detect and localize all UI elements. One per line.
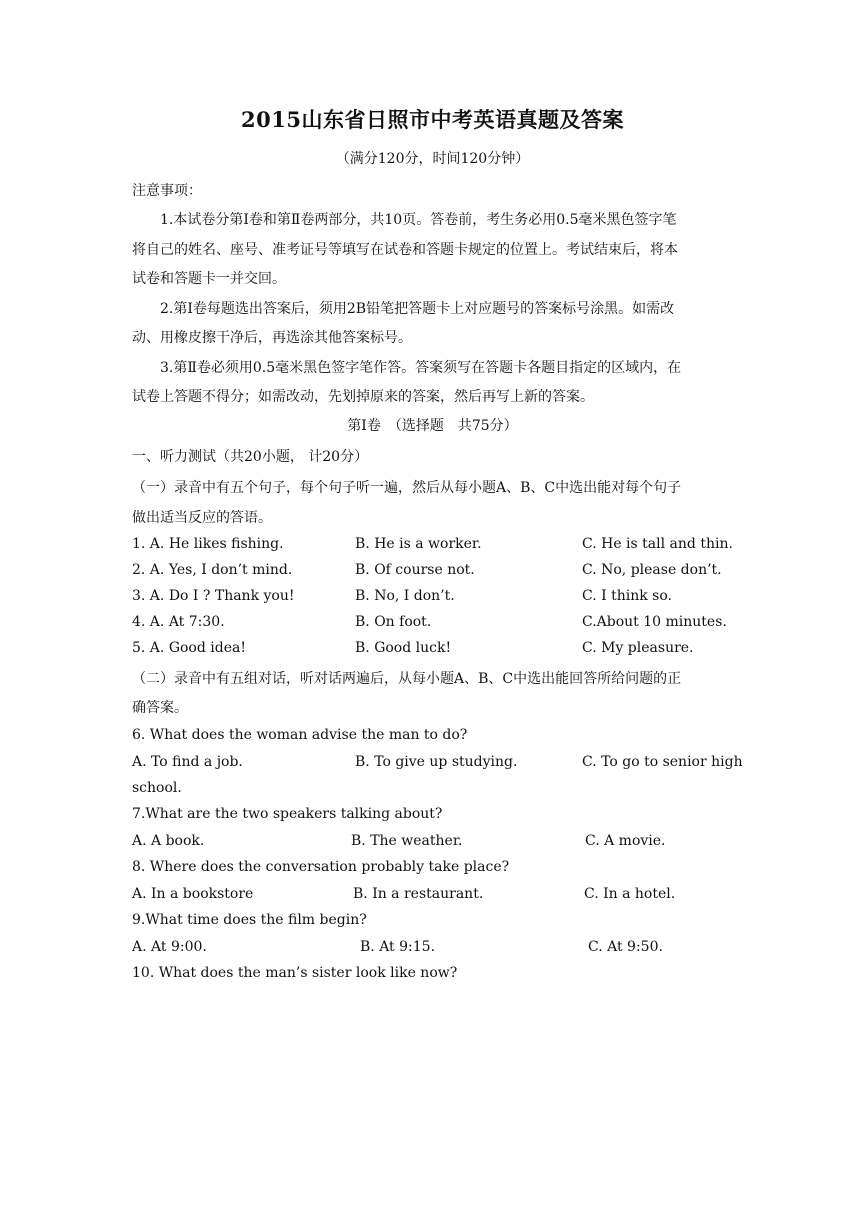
q1-option-a: 1. A. He likes fishing. <box>132 536 284 552</box>
q5-option-b: B. Good luck! <box>355 640 452 656</box>
q8-option-b: B. In a restaurant. <box>353 886 484 902</box>
sub2-instruction-line-1: （二）录音中有五组对话，听对话两遍后，从每小题A、B、C中选出能回答所给问题的正 <box>132 671 682 687</box>
q10-question: 10. What does the man’s sister look like now? <box>132 965 458 981</box>
q1-option-b: B. He is a worker. <box>355 536 482 552</box>
q1-option-c: C. He is tall and thin. <box>582 536 733 552</box>
q6-option-c-continued: school. <box>132 780 182 796</box>
q8-option-c: C. In a hotel. <box>584 886 676 902</box>
q8-question: 8. Where does the conversation probably take place? <box>132 859 510 875</box>
q9-question: 9.What time does the film begin? <box>132 912 367 928</box>
q7-option-b: B. The weather. <box>351 833 463 849</box>
q9-option-b: B. At 9:15. <box>360 939 436 955</box>
q4-option-a: 4. A. At 7:30. <box>132 614 225 630</box>
sub1-instruction-line-2: 做出适当反应的答语。 <box>132 510 272 526</box>
q3-option-b: B. No, I don’t. <box>355 588 455 604</box>
notice-1-line-2: 将自己的姓名、座号、准考证号等填写在试卷和答题卡规定的位置上。考试结束后，将本 <box>132 242 678 258</box>
q5-option-c: C. My pleasure. <box>582 640 694 656</box>
notice-1-line-3: 试卷和答题卡一并交回。 <box>132 271 286 287</box>
notice-heading: 注意事项： <box>132 183 202 199</box>
notice-3-line-2: 试卷上答题不得分；如需改动，先划掉原来的答案，然后再写上新的答案。 <box>132 389 594 405</box>
notice-2-line-1: 2.第Ⅰ卷每题选出答案后，须用2B铅笔把答题卡上对应题号的答案标号涂黑。如需改 <box>160 301 675 317</box>
q6-option-a: A. To find a job. <box>132 754 243 770</box>
sub2-instruction-line-2: 确答案。 <box>132 700 188 716</box>
q7-option-c: C. A movie. <box>585 833 666 849</box>
q2-option-c: C. No, please don’t. <box>582 562 722 578</box>
q4-option-c: C.About 10 minutes. <box>582 614 727 630</box>
q7-question: 7.What are the two speakers talking about? <box>132 806 443 822</box>
q4-option-b: B. On foot. <box>355 614 432 630</box>
q6-question: 6. What does the woman advise the man to do? <box>132 727 468 743</box>
q5-option-a: 5. A. Good idea! <box>132 640 246 656</box>
q6-option-b: B. To give up studying. <box>355 754 518 770</box>
notice-3-line-1: 3.第Ⅱ卷必须用0.5毫米黑色签字笔作答。答案须写在答题卡各题目指定的区域内，在 <box>160 360 682 376</box>
sub1-instruction-line-1: （一）录音中有五个句子，每个句子听一遍，然后从每小题A、B、C中选出能对每个句子 <box>132 480 682 496</box>
q7-option-a: A. A book. <box>132 833 205 849</box>
exam-score-time: （满分120分，时间120分钟） <box>335 151 530 167</box>
q2-option-b: B. Of course not. <box>355 562 475 578</box>
section1-heading: 一、听力测试（共20小题， 计20分） <box>132 449 369 465</box>
q2-option-a: 2. A. Yes, I don’t mind. <box>132 562 293 578</box>
q3-option-a: 3. A. Do I ? Thank you! <box>132 588 295 604</box>
q9-option-c: C. At 9:50. <box>588 939 663 955</box>
notice-1-line-1: 1.本试卷分第Ⅰ卷和第Ⅱ卷两部分，共10页。答卷前，考生务必用0.5毫米黑色签字笔 <box>160 212 677 228</box>
q8-option-a: A. In a bookstore <box>132 886 254 902</box>
q9-option-a: A. At 9:00. <box>132 939 207 955</box>
page-title: 2015山东省日照市中考英语真题及答案 <box>241 107 624 132</box>
part1-heading: 第Ⅰ卷 （选择题 共75分） <box>347 418 518 434</box>
notice-2-line-2: 动、用橡皮擦干净后，再选涂其他答案标号。 <box>132 330 412 346</box>
q3-option-c: C. I think so. <box>582 588 672 604</box>
q6-option-c: C. To go to senior high <box>582 754 743 770</box>
